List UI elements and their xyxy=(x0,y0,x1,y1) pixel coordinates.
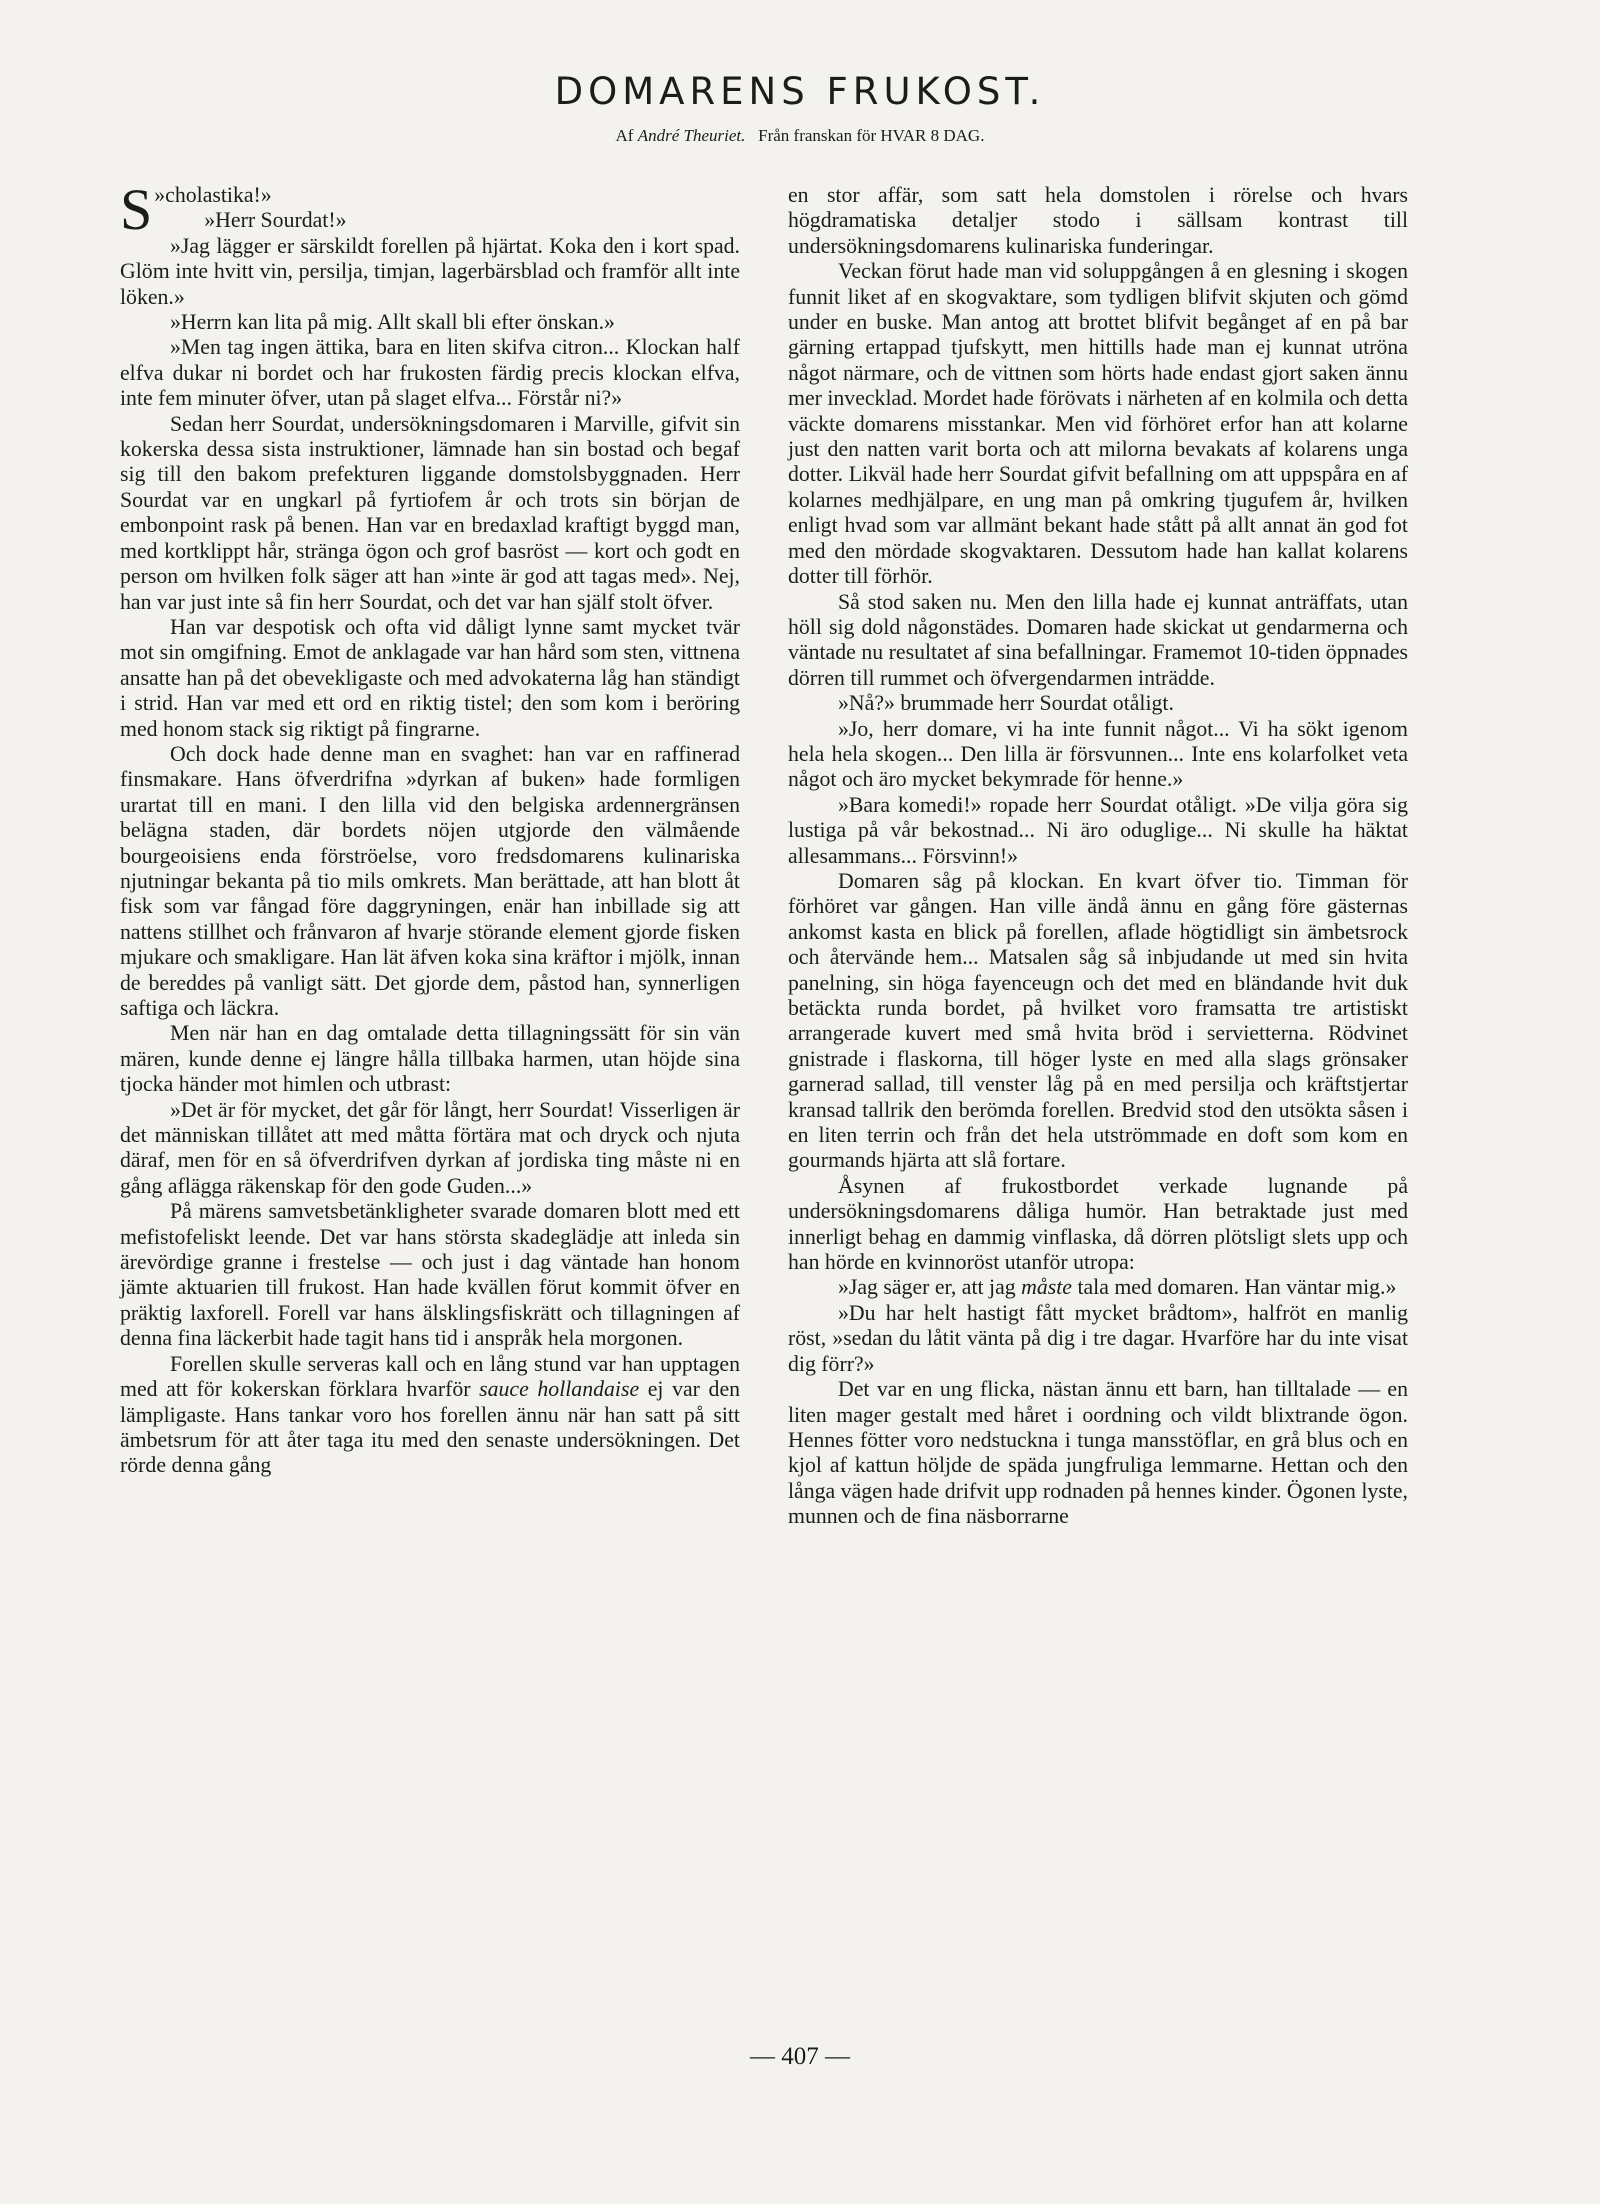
paragraph: »Jag lägger er särskildt forellen på hjärtat. Koka den i kort spad. Glöm inte hvitt vin, persilja, timjan, lagerbärsblad och framför allt inte löken.» xyxy=(120,233,740,309)
text-run: Forellen skulle serveras kall och en lång stund var han upptagen med att för kokerskan förklara hvarför xyxy=(120,1351,740,1402)
paragraph: »Det är för mycket, det går för långt, herr Sourdat! Visserligen är det människan tillåtet att med måtta förtära mat och dryck och njuta däraf, men för en så öfverdrifven dyrkan af jordiska ting måste ni en gång aflägga räkenskap för den gode Guden...» xyxy=(120,1097,740,1198)
opening-quote: » xyxy=(154,183,166,207)
italic-text: måste xyxy=(1021,1275,1072,1300)
paragraph xyxy=(120,1352,740,1479)
byline-suffix: Från franskan för HVAR 8 DAG. xyxy=(758,126,985,145)
text-run: ej var den lämpligaste. Hans tankar voro hos forellen ännu när han satt på sitt ämbetsrum för att åter taga itu med den senaste undersökningen. Det rörde denna gång xyxy=(120,1377,741,1478)
opening-text: cholastika!» xyxy=(165,183,272,207)
left-column xyxy=(120,177,741,1479)
paragraph: Domaren såg på klockan. En kvart öfver tio. Timman för förhöret var gången. Han ville ändå ännu en gång före gästernas ankomst kasta en blick på forellen, aflade högtidligt sin ämbetsrock och återvände hem... Matsalen såg så inbjudande ut med sin hvita panelning, sin höga fayenceugn och det med en bländande hvit duk betäckta runda bordet, på hvilket voro framsatta tre artistiskt arrangerade kuvert med små hvita bröd i servietterna. Rödvinet gnistrade i flaskorna, till höger lyste en med alla slags grönsaker garnerad sallad, till venster låg på en med persilja och kräftstjertar kransad tallrik den berömda forellen. Bredvid stod den utsökta såsen i en liten terrin och från det hela utströmmade en doft som kom en gourmands hjärta att slå fortare. xyxy=(788,868,1408,1173)
paragraph: Veckan förut hade man vid soluppgången å en glesning i skogen funnit liket af en skogvaktare, som tydligen blifvit skjuten och gömd under en buske. Man antog att brottet blifvit begånget af en på bar gärning ertappad tjufskytt, men hittills hade man ej kunnat utröna något närmare, och de vittnen som hörts hade endast gjort saken ännu mer invecklad. Mordet hade förövats i närheten af en kolmila och detta väckte domarens misstankar. Men vid förhöret erfor han att kolarne just den natten varit borta och att milorna bevakats af kolarens unga dotter. Likväl hade herr Sourdat gifvit befallning om att uppspåra en af kolarnes medhjälpare, en ung man på omkring tjugufem år, hvilken enligt hvad som var allmänt bekant hade stått på allt annat än god fot med den mördade skogvaktaren. Dessutom hade han kallat kolarens dotter till förhör. xyxy=(788,259,1408,589)
paragraph: Åsynen af frukostbordet verkade lugnande på undersökningsdomarens dåliga humör. Han betraktade just med innerligt behag en dammig vinflaska, då dörren plötsligt slets upp och han hörde en kvinnoröst utanför utropa: xyxy=(788,1173,1408,1275)
paragraph: Och dock hade denne man en svaghet: han var en raffinerad finsmakare. Hans öfverdrifna »dyrkan af buken» hade formligen urartat till en mani. I den lilla vid den belgiska ardennergränsen belägna staden, där bordets nöjen utgjorde den välmående bourgeoisiens enda förströelse, voro fredsdomarens kulinariska njutningar bekanta på tio mils omkrets. Man berättade, att han blott åt fisk som var fångad före daggryningen, enär han inbillade sig att nattens stillhet och frånvaron af hvarje störande element gjorde fisken mjukare och smakligare. Han lät äfven koka sina kräftor i mjölk, innan de bereddes på vanligt sätt. Det gjorde dem, påstod han, synnerligen saftiga och läckra. xyxy=(120,741,740,1020)
paragraph: På märens samvetsbetänkligheter svarade domaren blott med ett mefistofeliskt leende. Det var hans största skadeglädje att inleda sin ärevördige granne i frestelse — och just i dag väntade han honom jämte aktuarien till frukost. Han hade kvällen förut kommit öfver en präktig laxforell. Forell var hans älsklingsfiskrätt och tillagningen af denna fina läckerbit hade tagit hans tid i anspråk hela morgonen. xyxy=(120,1199,740,1351)
paragraph: en stor affär, som satt hela domstolen i rörelse och hvars högdramatiska detaljer stodo i sällsam kontrast till undersökningsdomarens kulinariska funderingar. xyxy=(788,183,1408,258)
paragraph: »Men tag ingen ättika, bara en liten skifva citron... Klockan half elfva dukar ni bordet och har frukosten färdig precis klockan elfva, inte fem minuter öfver, utan på slaget elfva... Förstår ni?» xyxy=(120,335,740,411)
article-title: DOMARENS FRUKOST. xyxy=(554,70,1046,113)
paragraph: Det var en ung flicka, nästan ännu ett barn, han tilltalade — en liten mager gestalt med håret i oordning och vildt blixtrande ögon. Hennes fötter voro nedstuckna i tunga mansstöflar, en grå blus och en kjol af kattun höljde de späda jungfruliga lemmarne. Hettan och den långa vägen hade drifvit upp rodnaden på hennes kinder. Ögonen lyste, munnen och de fina näsborrarne xyxy=(788,1377,1408,1529)
article-byline xyxy=(0,126,1600,146)
drop-cap: S xyxy=(120,177,153,242)
paragraph: Men när han en dag omtalade detta tillagningssätt för sin vän mären, kunde denne ej längre hålla tillbaka harmen, utan höjde sina tjocka händer mot himlen och utbrast: xyxy=(120,1021,740,1097)
paragraph: »Nå?» brummade herr Sourdat otåligt. xyxy=(838,691,1174,716)
paragraph: »Bara komedi!» ropade herr Sourdat otåligt. »De vilja göra sig lustiga på vår bekostnad... Ni äro oduglige... Ni skulle ha häktat allesammans... Försvinn!» xyxy=(788,792,1408,868)
paragraph: Så stod saken nu. Men den lilla hade ej kunnat anträffats, utan höll sig dold någonstädes. Domaren hade skickat ut gendarmerna och väntade nu resultatet af sina befallningar. Framemot 10-tiden öppnades dörren till rummet och öfvergendarmen inträdde. xyxy=(788,589,1408,690)
paragraph: »Herr Sourdat!» xyxy=(204,208,347,233)
paragraph: Sedan herr Sourdat, undersökningsdomaren i Marville, gifvit sin kokerska dessa sista instruktioner, lämnade han sin bostad och begaf sig till den bakom prefekturen liggande domstolsbyggnaden. Herr Sourdat var en ungkarl på fyrtiofem år och trots sin början de embonpoint rask på benen. Han var en bredaxlad kraftigt byggd man, med kortklippt hår, stränga ögon och grof basröst — kort och godt en person om hvilken folk säger att han »inte är god att tagas med». Nej, han var just inte så fin herr Sourdat, och det var han själf stolt öfver. xyxy=(120,411,740,614)
byline-prefix: Af xyxy=(615,126,634,145)
text-run: »Jag säger er, att jag xyxy=(838,1275,1016,1300)
paragraph: »Du har helt hastigt fått mycket brådtom», halfröt en manlig röst, »sedan du låtit vänta på dig i tre dagar. Hvarföre har du inte visat dig förr?» xyxy=(788,1300,1408,1376)
text-run: tala med domaren. Han väntar mig.» xyxy=(1077,1275,1397,1300)
page-number: — 407 — xyxy=(750,2043,850,2070)
paragraph: »Jo, herr domare, vi ha inte funnit något... Vi ha sökt igenom hela hela skogen... Den lilla är försvunnen... Inte ens kolarfolket veta något och äro mycket bekymrade för henne.» xyxy=(788,716,1408,792)
byline-author: André Theuriet. xyxy=(637,126,746,145)
paragraph xyxy=(788,1275,1408,1300)
right-column xyxy=(788,183,1408,1530)
italic-text: sauce hollandaise xyxy=(479,1377,640,1402)
paragraph: »Herrn kan lita på mig. Allt skall bli efter önskan.» xyxy=(170,310,615,335)
paragraph: Han var despotisk och ofta vid dåligt lynne samt mycket tvär mot sin omgifning. Emot de anklagade var han hård som sten, vittnena ansatte han på det obevekligaste och med advokaterna låg han ständigt i strid. Han var med ett ord en riktig tistel; den som kom i beröring med honom stack sig riktigt på fingrarne. xyxy=(120,614,740,741)
